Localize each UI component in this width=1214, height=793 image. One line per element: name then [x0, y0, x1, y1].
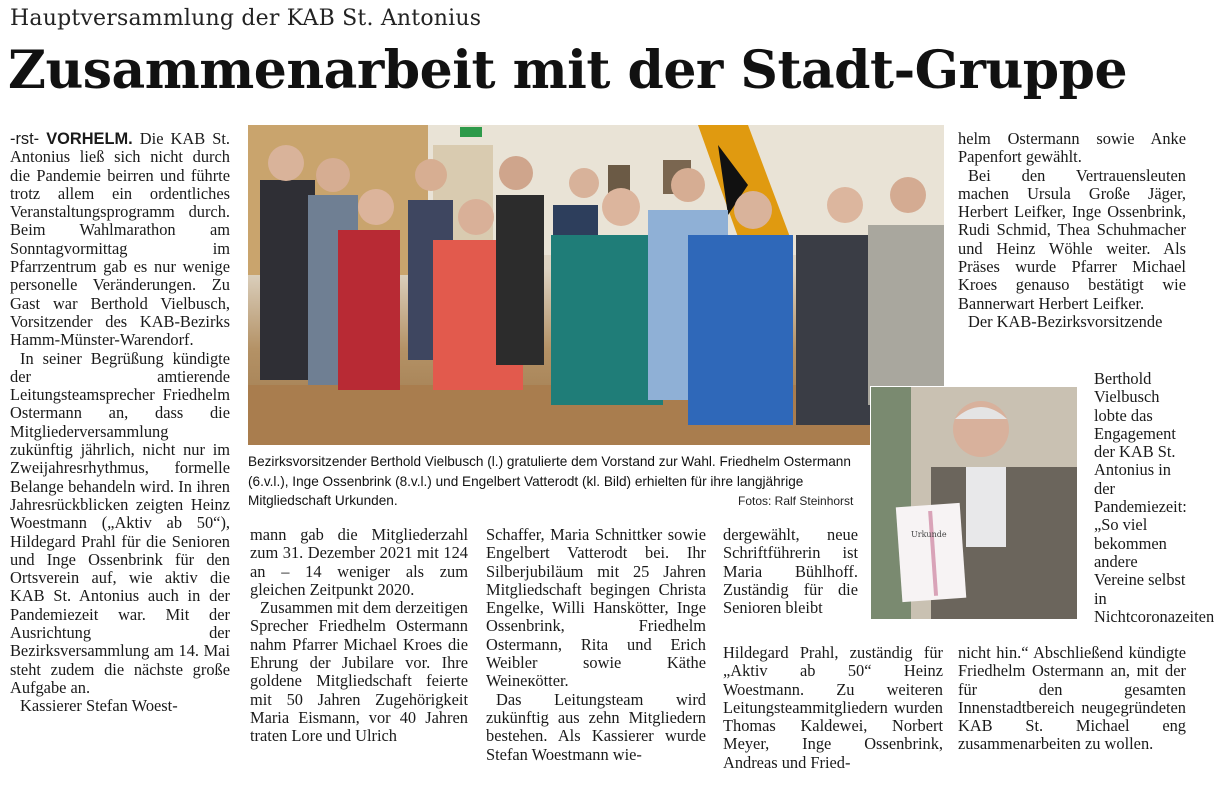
paragraph: Schaffer, Maria Schnittker sowie Engelbert Vatterodt bei. Ihr Silberjubiläum mit 25 Jahren Mitgliedschaft begingen Christa Engelke, Willi Hanskötter, Inge Ossenbrink, Friedhelm Ostermann, Rita und Erich Weibler sowie Käthe Weineкötter. — [486, 525, 706, 691]
lead-text: Die KAB St. Antonius ließ sich nicht durch die Pandemie beirren und führte trotz allem ein ordentliches Veranstaltungsprogramm durch. Beim Wahlmarathon am Sonntagvormittag im Pfarrzentrum gab es nur wenige personelle Veränderungen. Zu Gast war Berthold Vielbusch, Vorsitzender des KAB-Bezirks Hamm-Münster-Warendorf. — [10, 129, 230, 350]
paragraph: Zusammen mit dem derzeitigen Sprecher Friedhelm Ostermann nahm Pfarrer Michael Kroes die Ehrung der Jubilare vor. Ihre goldene Mitgliedschaft feierte mit 50 Jahren Zugehörigkeit Maria Eismann, vor 40 Jahren traten Lore und Ulrich — [250, 598, 469, 746]
dateline: VORHELM. — [46, 130, 133, 148]
inset-photo — [870, 386, 1078, 620]
paragraph: helm Ostermann sowie Anke Papenfort gewählt. — [958, 129, 1186, 167]
article-column-5-top — [958, 130, 1186, 370]
group-photo-illustration — [248, 125, 944, 445]
paragraph: Der KAB-Bezirksvorsitzende — [968, 311, 1163, 331]
article-column-1 — [10, 130, 230, 785]
article-column-3 — [486, 526, 706, 788]
paragraph: dergewählt, neue Schriftführerin ist Maria Bühlhoff. Zuständig für die Senioren bleibt — [723, 525, 858, 618]
article-column-5-narrow — [1094, 369, 1214, 645]
inset-photo-illustration — [871, 387, 1077, 619]
byline: -rst- — [10, 130, 40, 148]
article-column-4-bottom — [723, 644, 943, 786]
paragraph: Berthold Vielbusch lobte das Engagement der KAB St. Antonius in der Pandemiezeit: „So viel bekommen andere Vereine selbst in Nichtcoronazeiten — [1094, 369, 1214, 626]
article-kicker: Hauptversammlung der KAB St. Antonius — [10, 6, 482, 31]
lead-paragraph — [10, 130, 230, 350]
paragraph: Kassierer Stefan Woest- — [20, 696, 178, 716]
paragraph: Hildegard Prahl, zuständig für „Aktiv ab 50“ Heinz Woestmann. Zu weiteren Leitungsteammitgliedern wurden Thomas Kaldewei, Norbert Meyer, Inge Ossenbrink, Andreas und Fried- — [723, 643, 943, 772]
certificate-text: Urkunde — [911, 530, 947, 539]
paragraph: Bei den Vertrauensleuten machen Ursula Große Jäger, Herbert Leifker, Inge Ossenbrink, Rudi Schmid, Thea Schuhmacher und Heinz Wöhle weiter. Als Präses wurde Pfarrer Michael Kroes genauso bestätigt wie Bannerwart Herbert Leifker. — [958, 165, 1186, 313]
photo-credit: Fotos: Ralf Steinhorst — [738, 494, 854, 508]
paragraph: mann gab die Mitgliederzahl zum 31. Dezember 2021 mit 124 an – 14 weniger als zum gleichen Zeitpunkt 2020. — [250, 525, 468, 599]
article-column-4-top — [723, 526, 858, 646]
group-photo — [248, 125, 944, 445]
paragraph: Das Leitungsteam wird zukünftig aus zehn Mitgliedern bestehen. Als Kassierer wurde Stefan Woestmann wie- — [486, 689, 706, 764]
photo-caption: Bezirksvorsitzender Berthold Vielbusch (l.) gratulierte dem Vorstand zur Wahl. Friedhelm Ostermann (6.v.l.), Inge Ossenbrink (8.v.l.) und Engelbert Vatterodt (kl. Bild) erhielten für ihre langjährige Mitgliedschaft Urkunden. — [248, 454, 851, 508]
paragraph: In seiner Begrüßung kündigte der amtierende Leitungsteamsprecher Friedhelm Ostermann an, dass die Mitgliederversammlung zukünftig jährlich, nicht nur im Zweijahresrhythmus, formelle Belange behandeln wird. In ihren Jahresrückblicken zeigten Heinz Woestmann („Aktiv ab 50“), Hildegard Prahl für die Senioren und Inge Ossenbrink für den Ortsverein auf, wie aktiv die KAB St. Antonius auch in der Pandemiezeit war. Mit der Ausrichtung der Bezirksversammlung am 14. Mai steht zudem die nächste große Aufgabe an. — [10, 348, 230, 697]
article-headline: Zusammenarbeit mit der Stadt-Gruppe — [8, 40, 1128, 101]
article-column-2 — [250, 526, 468, 788]
article-column-5-bottom — [958, 644, 1186, 786]
paragraph: nicht hin.“ Abschließend kündigte Friedhelm Ostermann an, mit der für den gesamten Innenstadtbereich neugegründeten KAB St. Michael eng zusammenarbeiten zu wollen. — [958, 643, 1186, 754]
